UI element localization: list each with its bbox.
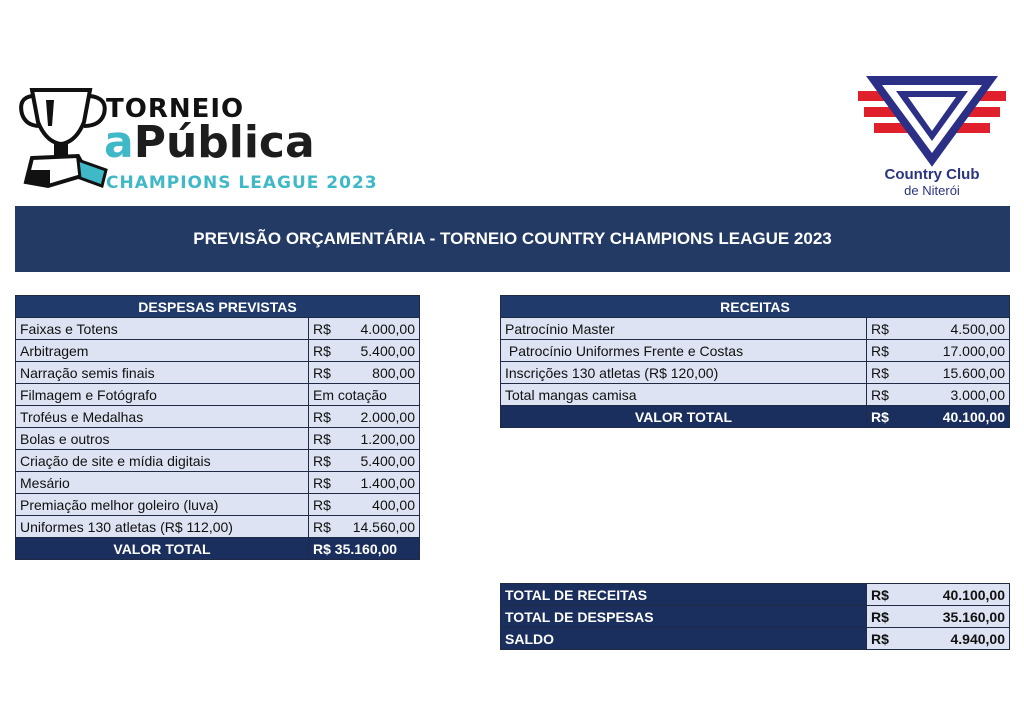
row-value: 800,00 xyxy=(343,362,420,384)
row-currency: R$ xyxy=(309,516,344,538)
club-subtitle: de Niterói xyxy=(904,183,960,198)
total-currency: R$ xyxy=(867,406,902,428)
row-label: Filmagem e Fotógrafo xyxy=(16,384,309,406)
logo-line-champions: CHAMPIONS LEAGUE 2023 xyxy=(106,173,378,193)
row-currency: R$ xyxy=(867,318,902,340)
receitas-body xyxy=(501,318,1010,428)
club-emblem-icon xyxy=(852,75,1012,170)
row-label: Criação de site e mídia digitais xyxy=(16,450,309,472)
row-currency: R$ xyxy=(309,340,344,362)
table-row xyxy=(501,340,1010,362)
summary-row-receitas xyxy=(501,584,1010,606)
despesas-total-row xyxy=(16,538,420,560)
row-value: 4.000,00 xyxy=(343,318,420,340)
trophy-icon xyxy=(18,82,113,192)
row-currency: R$ xyxy=(867,384,902,406)
table-row xyxy=(16,406,420,428)
page-title: PREVISÃO ORÇAMENTÁRIA - TORNEIO COUNTRY CHAMPIONS LEAGUE 2023 xyxy=(193,229,832,248)
row-currency: R$ xyxy=(309,450,344,472)
total-label: VALOR TOTAL xyxy=(16,538,309,560)
total-value: 40.100,00 xyxy=(901,406,1010,428)
row-value: 17.000,00 xyxy=(901,340,1010,362)
row-value: 1.200,00 xyxy=(343,428,420,450)
despesas-table xyxy=(15,295,420,560)
row-currency: R$ xyxy=(309,472,344,494)
total-label: VALOR TOTAL xyxy=(501,406,867,428)
row-value: 15.600,00 xyxy=(901,362,1010,384)
summary-table xyxy=(500,583,1010,650)
logo-letter-a: a xyxy=(104,117,134,168)
row-label: Troféus e Medalhas xyxy=(16,406,309,428)
logo-line-publica xyxy=(104,118,315,168)
despesas-body xyxy=(16,318,420,560)
row-label: Inscrições 130 atletas (R$ 120,00) xyxy=(501,362,867,384)
row-label: Bolas e outros xyxy=(16,428,309,450)
summary-label: TOTAL DE DESPESAS xyxy=(501,606,867,628)
table-row xyxy=(501,318,1010,340)
table-row xyxy=(16,450,420,472)
table-row xyxy=(16,516,420,538)
table-row xyxy=(16,362,420,384)
table-row xyxy=(16,318,420,340)
row-value: 3.000,00 xyxy=(901,384,1010,406)
row-label: Patrocínio Master xyxy=(501,318,867,340)
table-row xyxy=(501,384,1010,406)
despesas-header: DESPESAS PREVISTAS xyxy=(16,296,420,318)
row-label: Premiação melhor goleiro (luva) xyxy=(16,494,309,516)
summary-label: TOTAL DE RECEITAS xyxy=(501,584,867,606)
row-value: 14.560,00 xyxy=(343,516,420,538)
tournament-logo xyxy=(18,82,378,197)
row-currency: R$ xyxy=(309,494,344,516)
row-value: 4.500,00 xyxy=(901,318,1010,340)
row-label: Mesário xyxy=(16,472,309,494)
table-row xyxy=(16,494,420,516)
summary-row-saldo xyxy=(501,628,1010,650)
summary-currency: R$ xyxy=(867,584,902,606)
summary-value: 40.100,00 xyxy=(901,584,1010,606)
total-value: R$ 35.160,00 xyxy=(309,538,420,560)
table-row xyxy=(16,384,420,406)
table-row xyxy=(16,428,420,450)
row-currency: R$ xyxy=(867,362,902,384)
row-value: 2.000,00 xyxy=(343,406,420,428)
table-row xyxy=(16,340,420,362)
row-value: 400,00 xyxy=(343,494,420,516)
summary-label: SALDO xyxy=(501,628,867,650)
logo-line-torneio: TORNEIO xyxy=(106,94,245,124)
row-value: 5.400,00 xyxy=(343,450,420,472)
receitas-total-row xyxy=(501,406,1010,428)
row-currency: R$ xyxy=(309,428,344,450)
row-value: 5.400,00 xyxy=(343,340,420,362)
row-currency: R$ xyxy=(867,340,902,362)
logo-word-publica: Pública xyxy=(133,117,315,168)
row-label: Total mangas camisa xyxy=(501,384,867,406)
row-value: Em cotação xyxy=(309,384,420,406)
table-row xyxy=(16,472,420,494)
table-row xyxy=(501,362,1010,384)
summary-row-despesas xyxy=(501,606,1010,628)
receitas-header: RECEITAS xyxy=(501,296,1010,318)
row-value: 1.400,00 xyxy=(343,472,420,494)
row-label: Narração semis finais xyxy=(16,362,309,384)
summary-currency: R$ xyxy=(867,628,902,650)
row-label: Patrocínio Uniformes Frente e Costas xyxy=(501,340,867,362)
summary-value: 35.160,00 xyxy=(901,606,1010,628)
row-label: Uniformes 130 atletas (R$ 112,00) xyxy=(16,516,309,538)
row-label: Arbitragem xyxy=(16,340,309,362)
club-name: Country Club xyxy=(884,166,980,183)
row-currency: R$ xyxy=(309,406,344,428)
row-label: Faixas e Totens xyxy=(16,318,309,340)
row-currency: R$ xyxy=(309,362,344,384)
page-title-banner xyxy=(15,206,1010,272)
receitas-table xyxy=(500,295,1010,428)
summary-value: 4.940,00 xyxy=(901,628,1010,650)
row-currency: R$ xyxy=(309,318,344,340)
summary-currency: R$ xyxy=(867,606,902,628)
